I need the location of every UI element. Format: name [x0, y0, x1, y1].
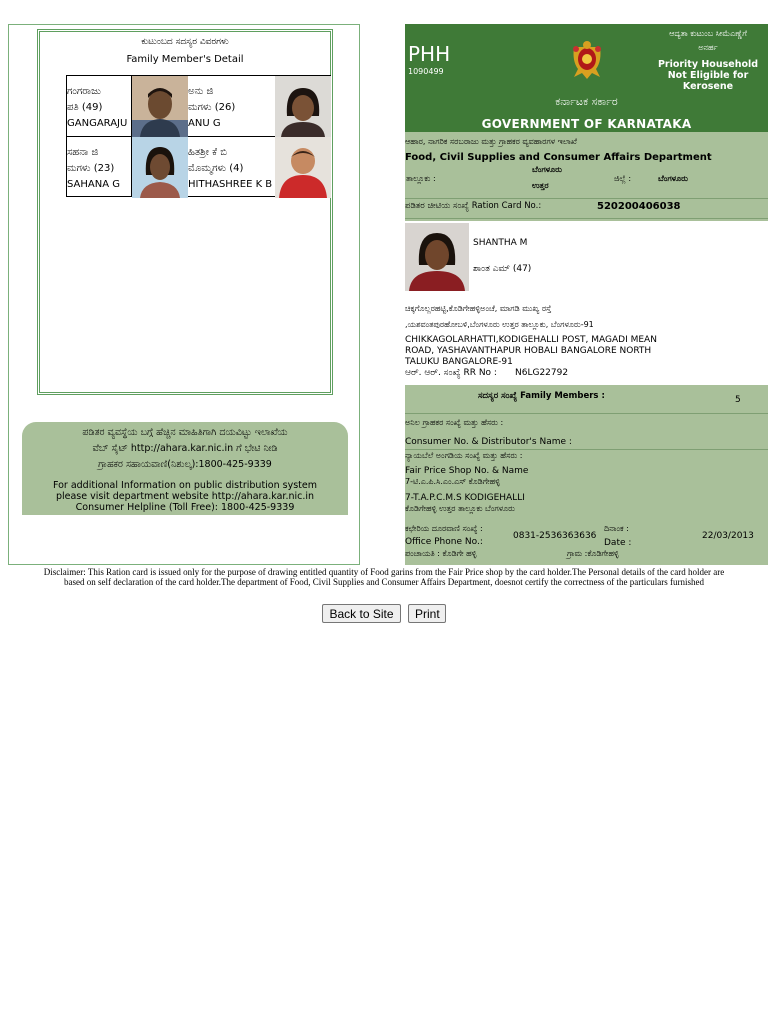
- district-label: ಜಿಲ್ಲೆ :: [614, 174, 632, 183]
- fps-name-kannada: 7-ಟಿ.ಎ.ಪಿ.ಸಿ.ಎಂ.ಎಸ್ ಕೊಡಿಗೇಹಳ್ಳಿ: [405, 477, 501, 486]
- holder-name-kannada: ಶಾಂತ ಎಮ್ (47): [473, 264, 532, 274]
- helpline-info-box: [22, 422, 348, 515]
- taluk-value: ಬೆಂಗಳೂರು: [532, 165, 562, 174]
- member-relation: ಮೊಮ್ಮಗಳು (4): [188, 163, 244, 174]
- government-kannada: ಕರ್ನಾಟಕ ಸರ್ಕಾರ: [555, 95, 618, 108]
- family-heading: Family Member's Detail: [126, 54, 244, 65]
- fps-location: ಕೊಡಿಗೇಹಳ್ಳಿ ಉತ್ತರ ತಾಲ್ಲೂಕು ಬೆಂಗಳೂರು: [405, 504, 515, 513]
- department-kannada: ಆಹಾರ, ನಾಗರಿಕ ಸರಬರಾಜು ಮತ್ತು ಗ್ರಾಹಕರ ವ್ಯವಹಾರಗಳ ಇಲಾಖೆ: [405, 137, 577, 146]
- issue-date: 22/03/2013: [702, 531, 754, 541]
- address-kannada-2: ,ಯಶವಂತಪುರಹೋಬಳಿ,ಬೆಂಗಳೂರು ಉತ್ತರ ತಾಲ್ಲೂಕು, ಬೆಂಗಳೂರು-91: [405, 320, 594, 329]
- info-line: please visit department website http://ahara.kar.nic.in: [55, 491, 315, 502]
- member-photo: [275, 137, 331, 198]
- holder-section: [405, 221, 768, 385]
- member-anu: [188, 76, 332, 137]
- taluk-value-2: ಉತ್ತರ: [532, 181, 549, 190]
- member-relation: ಪತಿ (49): [67, 102, 103, 113]
- member-photo: [132, 137, 188, 198]
- family-members-frame: [37, 29, 333, 395]
- phone-number: 0831-2536363636: [513, 531, 597, 541]
- family-members-table: [66, 75, 331, 197]
- rr-label: ಆರ್. ಆರ್. ಸಂಖ್ಯೆ RR No :: [405, 368, 497, 378]
- ration-card-label: ಪಡಿತರ ಚೀಟಿಯ ಸಂಖ್ಯೆ Ration Card No.:: [405, 201, 542, 211]
- category-english: Priority Household Not Eligible for Kerosene: [657, 59, 759, 92]
- fps-name: 7-T.A.P.C.M.S KODIGEHALLI: [405, 493, 525, 503]
- member-hithashree: [188, 137, 332, 198]
- member-photo: [132, 76, 188, 137]
- address-line-2: ROAD, YASHAVANTHAPUR HOBALI BANGALORE NORTH: [405, 346, 652, 356]
- family-members-count: 5: [735, 395, 741, 405]
- taluk-label: ತಾಲ್ಲೂಕು :: [406, 174, 436, 183]
- member-photo: [275, 76, 331, 137]
- info-line: Consumer Helpline (Toll Free): 1800-425-9339: [75, 502, 295, 513]
- member-relation: ಮಗಳು (26): [188, 102, 236, 113]
- date-label-kannada: ದಿನಾಂಕ :: [604, 524, 629, 533]
- card-type: PHH: [408, 42, 451, 66]
- holder-name: SHANTHA M: [473, 238, 528, 248]
- member-name: SAHANA G: [67, 179, 120, 190]
- village: ಗ್ರಾಮ :ಕೊಡಿಗೇಹಳ್ಳಿ: [567, 549, 619, 558]
- member-name: HITHASHREE K B: [188, 179, 273, 190]
- consumer-label: Consumer No. & Distributor's Name :: [405, 437, 572, 447]
- address-line-1: CHIKKAGOLARHATTI,KODIGEHALLI POST, MAGADI MEAN: [405, 335, 657, 345]
- category-kannada: ಆದ್ಯತಾ ಕುಟುಂಬ ಸೀಮೆಎಣ್ಣೆಗೆ ಅನರ್ಹ: [669, 29, 747, 52]
- ration-card: [405, 24, 768, 565]
- date-label: Date :: [604, 538, 632, 548]
- address-kannada-1: ಚಿಕ್ಕಗೊಲ್ಲರಹಟ್ಟಿ,ಕೊಡಿಗೇಹಳ್ಳಿಅಂಚೆ, ಮಾಗಡಿ ಮುಖ್ಯ ರಸ್ತೆ: [405, 304, 552, 313]
- phone-label-kannada: ಕಛೇರಿಯ ದೂರವಾಣಿ ಸಂಖ್ಯೆ :: [405, 524, 483, 533]
- government-title: GOVERNMENT OF KARNATAKA: [481, 117, 692, 131]
- fps-label: Fair Price Shop No. & Name: [405, 466, 529, 476]
- department-name: Food, Civil Supplies and Consumer Affairs Department: [405, 152, 712, 163]
- member-relation: ಮಗಳು (23): [67, 163, 115, 174]
- member-name: ANU G: [188, 118, 221, 129]
- disclaimer: Disclaimer: This Ration card is issued only for the purpose of drawing entitled quantity of Food garins from the Fair Price shop by the card holder.The Personal details of the card holder are based on self declaration of the card holder.The department of Food, Civil Supplies and Consumer Affairs Department, doesnot certify the correctness of the particulars furnished: [43, 567, 725, 587]
- back-to-site-button[interactable]: Back to Site: [322, 604, 401, 623]
- phone-label: Office Phone No.:: [405, 537, 483, 547]
- address-line-3: TALUKU BANGALORE-91: [405, 357, 513, 367]
- member-sahana: [67, 137, 199, 198]
- fps-label-kannada: ನ್ಯಾಯಬೆಲೆ ಅಂಗಡಿಯ ಸಂಖ್ಯೆ ಮತ್ತು ಹೆಸರು :: [405, 451, 523, 460]
- consumer-label-kannada: ಅನಿಲ ಗ್ರಾಹಕರ ಸಂಖ್ಯೆ ಮತ್ತು ಹೆಸರು :: [405, 418, 504, 427]
- karnataka-emblem-icon: [568, 39, 606, 85]
- district-value: ಬೆಂಗಳೂರು: [658, 174, 688, 183]
- member-name-kannada: ಅನು ಜಿ: [188, 86, 214, 97]
- panchayat: ಪಂಚಾಯತಿ : ಕೊಡಿಗೇ ಹಳ್ಳಿ: [405, 549, 477, 558]
- member-name: GANGARAJU: [67, 118, 128, 129]
- info-line: ಪಡಿತರ ವ್ಯವಸ್ಥೆಯ ಬಗ್ಗೆ ಹೆಚ್ಚಿನ ಮಾಹಿತಿಗಾಗಿ ದಯವಿಟ್ಟು ಇಲಾಖೆಯ: [82, 427, 288, 438]
- rr-number: N6LG22792: [515, 368, 569, 378]
- member-gangaraju: [67, 76, 199, 137]
- info-line: ಗ್ರಾಹಕರ ಸಹಾಯವಾಣಿ(ನಿಶುಲ್ಕ):1800-425-9339: [98, 459, 272, 470]
- member-name-kannada: ಗಂಗರಾಜು: [67, 86, 101, 97]
- family-members-label: ಸದಸ್ಯರ ಸಂಖ್ಯೆ Family Members :: [478, 391, 605, 401]
- family-members-card: [8, 24, 360, 565]
- member-name-kannada: ಹಿತಶ್ರೀ ಕೆ ಬಿ: [188, 147, 227, 158]
- holder-photo: [405, 223, 469, 291]
- print-button[interactable]: Print: [408, 604, 446, 623]
- card-type-id: 1090499: [408, 67, 444, 76]
- info-line: ವೆಬ್ ಸೈಟ್ http://ahara.kar.nic.in ಗೆ ಭೇಟಿ ನೀಡಿ: [92, 443, 278, 454]
- family-heading-kannada: ಕುಟುಂಬದ ಸದಸ್ಯರ ವಿವರಗಳು: [141, 37, 229, 47]
- member-name-kannada: ಸಹನಾ ಜಿ: [67, 147, 99, 158]
- info-line: For additional Information on public distribution system: [52, 480, 318, 491]
- card-header: [405, 24, 768, 132]
- ration-card-number: 520200406038: [597, 201, 681, 212]
